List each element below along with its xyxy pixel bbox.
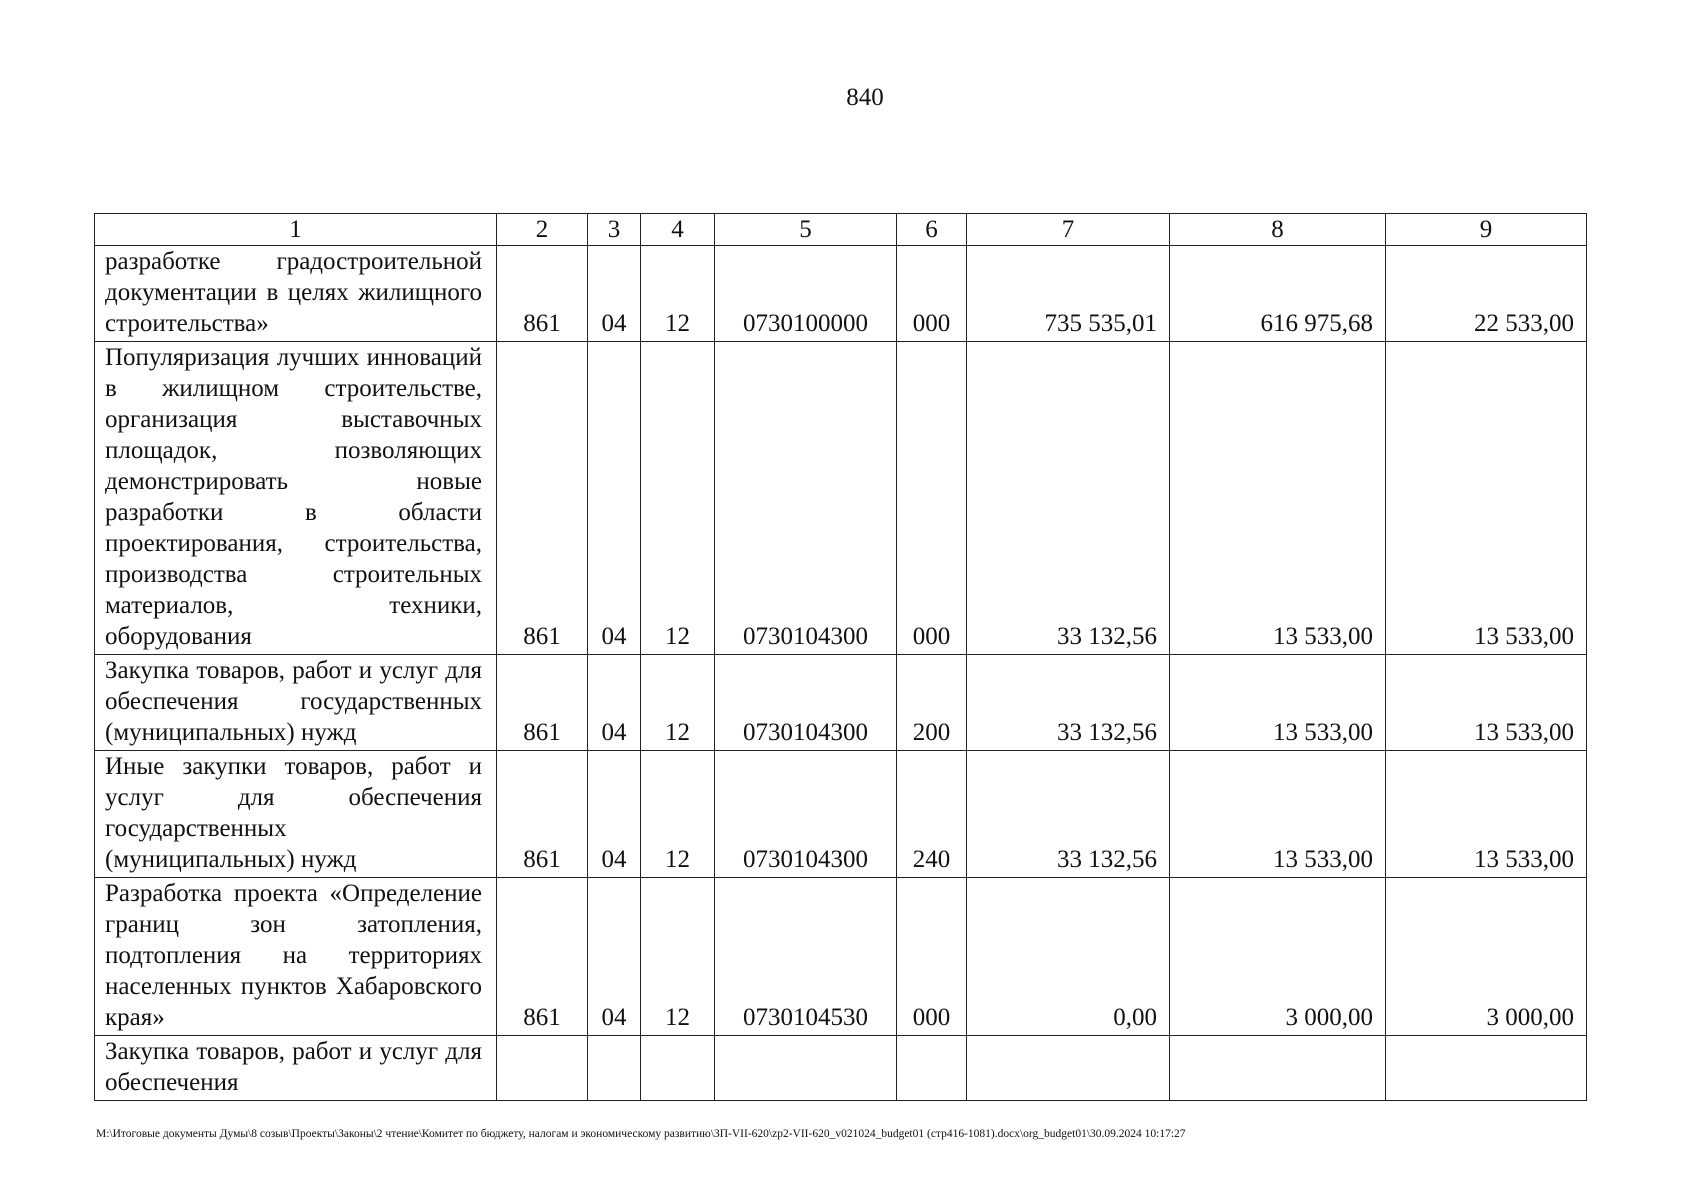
column-header: 3	[588, 214, 641, 246]
column-header: 5	[715, 214, 897, 246]
row-description: Закупка товаров, работ и услуг для обеспечения	[95, 1036, 497, 1101]
column-header: 9	[1386, 214, 1587, 246]
cell-col7: 33 132,56	[967, 751, 1170, 878]
cell-col6: 240	[897, 751, 967, 878]
cell-col5	[715, 1036, 897, 1101]
cell-col7: 33 132,56	[967, 655, 1170, 751]
row-description: Закупка товаров, работ и услуг для обеспечения государственных (муниципальных) нужд	[95, 655, 497, 751]
cell-col7: 735 535,01	[967, 246, 1170, 342]
budget-table	[94, 213, 1587, 1101]
row-description: Иные закупки товаров, работ и услуг для обеспечения государственных (муниципальных) нужд	[95, 751, 497, 878]
cell-col3: 04	[588, 342, 641, 655]
cell-col4: 12	[641, 246, 715, 342]
cell-col4: 12	[641, 878, 715, 1036]
cell-col6: 000	[897, 878, 967, 1036]
table-row	[95, 246, 1587, 342]
cell-col5: 0730104530	[715, 878, 897, 1036]
cell-col2: 861	[497, 878, 588, 1036]
cell-col4: 12	[641, 342, 715, 655]
column-header: 6	[897, 214, 967, 246]
row-description: Популяризация лучших инноваций в жилищном строительстве, организация выставочных площадок, позволяющих демонстрировать новые разработки в области проектирования, строительства, производства строительных материалов, техники, оборудования	[95, 342, 497, 655]
cell-col5: 0730104300	[715, 751, 897, 878]
cell-col8: 13 533,00	[1170, 342, 1386, 655]
cell-col9: 13 533,00	[1386, 342, 1587, 655]
cell-col6: 000	[897, 342, 967, 655]
cell-col2: 861	[497, 342, 588, 655]
cell-col2: 861	[497, 655, 588, 751]
cell-col5: 0730104300	[715, 342, 897, 655]
table-row	[95, 751, 1587, 878]
cell-col9: 13 533,00	[1386, 655, 1587, 751]
cell-col3	[588, 1036, 641, 1101]
cell-col5: 0730100000	[715, 246, 897, 342]
cell-col2	[497, 1036, 588, 1101]
cell-col7	[967, 1036, 1170, 1101]
cell-col3: 04	[588, 246, 641, 342]
column-header: 8	[1170, 214, 1386, 246]
table-row	[95, 878, 1587, 1036]
row-description: Разработка проекта «Определение границ зон затопления, подтопления на территориях населенных пунктов Хабаровского края»	[95, 878, 497, 1036]
cell-col3: 04	[588, 878, 641, 1036]
cell-col4	[641, 1036, 715, 1101]
page-number: 840	[846, 84, 884, 111]
cell-col8	[1170, 1036, 1386, 1101]
column-header: 2	[497, 214, 588, 246]
cell-col8: 3 000,00	[1170, 878, 1386, 1036]
cell-col2: 861	[497, 246, 588, 342]
row-description: разработке градостроительной документации в целях жилищного строительства»	[95, 246, 497, 342]
table-row	[95, 342, 1587, 655]
column-header: 4	[641, 214, 715, 246]
cell-col2: 861	[497, 751, 588, 878]
column-header: 7	[967, 214, 1170, 246]
header-row	[95, 214, 1587, 246]
cell-col9: 3 000,00	[1386, 878, 1587, 1036]
document-path-footer: М:\Итоговые документы Думы\8 созыв\Проекты\Законы\2 чтение\Комитет по бюджету, налогам и экономическому развитию\ЗП-VII-620\zp2-VII-620_v021024_budget01 (стр416-1081).docx\org_budget01\30.09.2024 10:17:27	[96, 1128, 1186, 1140]
cell-col6	[897, 1036, 967, 1101]
cell-col7: 0,00	[967, 878, 1170, 1036]
table-row	[95, 1036, 1587, 1101]
cell-col6: 000	[897, 246, 967, 342]
cell-col4: 12	[641, 751, 715, 878]
cell-col3: 04	[588, 655, 641, 751]
cell-col4: 12	[641, 655, 715, 751]
cell-col3: 04	[588, 751, 641, 878]
cell-col8: 13 533,00	[1170, 751, 1386, 878]
cell-col9	[1386, 1036, 1587, 1101]
column-header: 1	[95, 214, 497, 246]
cell-col9: 22 533,00	[1386, 246, 1587, 342]
table-row	[95, 655, 1587, 751]
cell-col6: 200	[897, 655, 967, 751]
cell-col9: 13 533,00	[1386, 751, 1587, 878]
cell-col5: 0730104300	[715, 655, 897, 751]
cell-col8: 13 533,00	[1170, 655, 1386, 751]
cell-col7: 33 132,56	[967, 342, 1170, 655]
cell-col8: 616 975,68	[1170, 246, 1386, 342]
